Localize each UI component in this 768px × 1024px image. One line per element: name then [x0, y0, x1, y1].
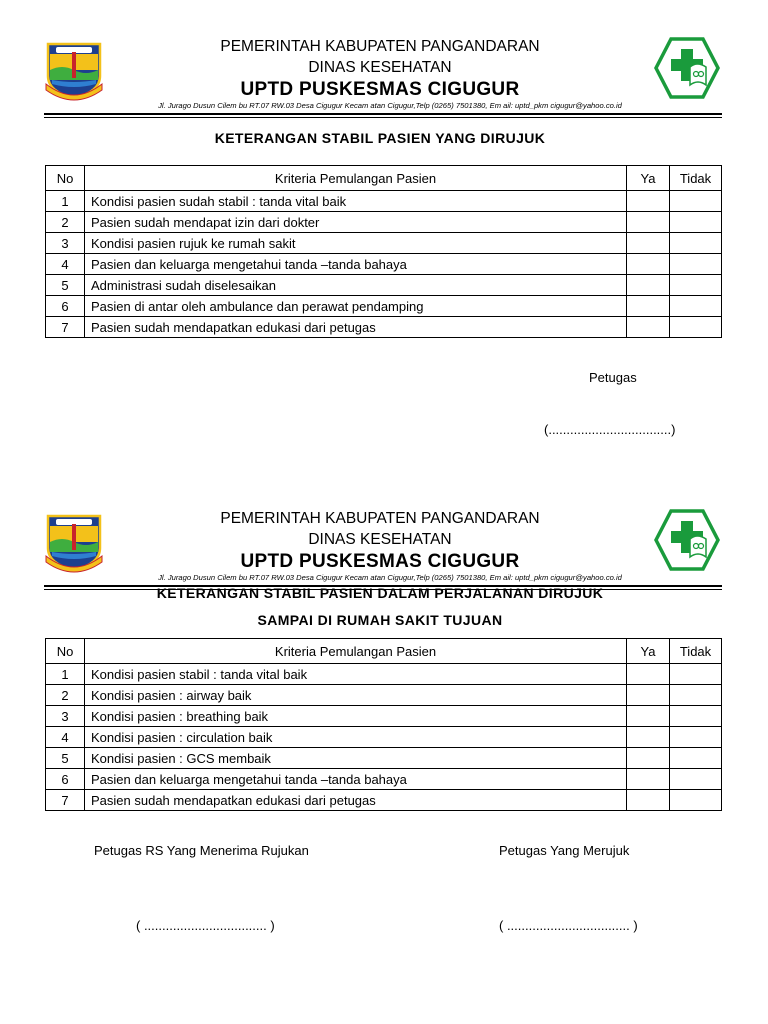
- table-row: [46, 706, 722, 727]
- row-number: 3: [46, 706, 85, 727]
- table-row: [46, 790, 722, 811]
- referrer-signer-label: Petugas Yang Merujuk: [499, 843, 630, 858]
- ya-checkbox-cell[interactable]: [627, 233, 670, 254]
- tidak-checkbox-cell[interactable]: [670, 664, 722, 685]
- table-row: [46, 233, 722, 254]
- row-criteria: Kondisi pasien sudah stabil : tanda vital baik: [85, 191, 627, 212]
- table-row: [46, 685, 722, 706]
- table-row: [46, 296, 722, 317]
- column-header-criteria: Kriteria Pemulangan Pasien: [85, 166, 627, 191]
- row-number: 4: [46, 727, 85, 748]
- letterhead-rule: [44, 113, 722, 115]
- row-criteria: Pasien dan keluarga mengetahui tanda –tanda bahaya: [85, 254, 627, 275]
- row-number: 5: [46, 275, 85, 296]
- referrer-signature-blank[interactable]: ( .................................. ): [499, 918, 638, 933]
- row-number: 6: [46, 769, 85, 790]
- tidak-checkbox-cell[interactable]: [670, 317, 722, 338]
- ya-checkbox-cell[interactable]: [627, 748, 670, 769]
- row-criteria: Pasien sudah mendapatkan edukasi dari petugas: [85, 317, 627, 338]
- table-row: [46, 275, 722, 296]
- row-number: 7: [46, 317, 85, 338]
- criteria-table: [45, 638, 722, 811]
- ya-checkbox-cell[interactable]: [627, 769, 670, 790]
- letterhead-government: PEMERINTAH KABUPATEN PANGANDARAN: [220, 38, 540, 55]
- document-title: KETERANGAN STABIL PASIEN YANG DIRUJUK: [214, 130, 546, 146]
- ya-checkbox-cell[interactable]: [627, 296, 670, 317]
- row-number: 7: [46, 790, 85, 811]
- letterhead: [0, 472, 768, 592]
- column-header-ya: Ya: [627, 166, 670, 191]
- tidak-checkbox-cell[interactable]: [670, 191, 722, 212]
- tidak-checkbox-cell[interactable]: [670, 685, 722, 706]
- column-header-criteria: Kriteria Pemulangan Pasien: [85, 639, 627, 664]
- row-number: 1: [46, 191, 85, 212]
- tidak-checkbox-cell[interactable]: [670, 233, 722, 254]
- table-row: [46, 317, 722, 338]
- column-header-no: No: [46, 166, 85, 191]
- table-header-row: [46, 639, 722, 664]
- table-header-row: [46, 166, 722, 191]
- letterhead-department: DINAS KESEHATAN: [308, 59, 452, 76]
- ya-checkbox-cell[interactable]: [627, 191, 670, 212]
- document-title: KETERANGAN STABIL PASIEN DALAM PERJALANAN DIRUJUK: [156, 585, 604, 601]
- column-header-tidak: Tidak: [670, 166, 722, 191]
- tidak-checkbox-cell[interactable]: [670, 275, 722, 296]
- signer-label: Petugas: [589, 370, 637, 385]
- table-row: [46, 727, 722, 748]
- row-criteria: Pasien dan keluarga mengetahui tanda –tanda bahaya: [85, 769, 627, 790]
- row-criteria: Pasien sudah mendapat izin dari dokter: [85, 212, 627, 233]
- row-number: 1: [46, 664, 85, 685]
- table-row: [46, 664, 722, 685]
- ya-checkbox-cell[interactable]: [627, 275, 670, 296]
- form-stabil-pasien-perjalanan: [0, 472, 768, 933]
- row-number: 5: [46, 748, 85, 769]
- row-number: 3: [46, 233, 85, 254]
- puskesmas-logo-icon: [654, 37, 720, 99]
- letterhead-department: DINAS KESEHATAN: [308, 531, 452, 548]
- row-number: 2: [46, 685, 85, 706]
- column-header-tidak: Tidak: [670, 639, 722, 664]
- table-row: [46, 212, 722, 233]
- row-number: 6: [46, 296, 85, 317]
- ya-checkbox-cell[interactable]: [627, 317, 670, 338]
- signature-blank[interactable]: (..................................): [544, 422, 676, 437]
- row-criteria: Kondisi pasien : breathing baik: [85, 706, 627, 727]
- row-number: 2: [46, 212, 85, 233]
- row-criteria: Pasien di antar oleh ambulance dan perawat pendamping: [85, 296, 627, 317]
- table-row: [46, 769, 722, 790]
- row-criteria: Kondisi pasien : circulation baik: [85, 727, 627, 748]
- letterhead-government: PEMERINTAH KABUPATEN PANGANDARAN: [220, 510, 540, 527]
- document-subtitle: SAMPAI DI RUMAH SAKIT TUJUAN: [257, 612, 503, 628]
- tidak-checkbox-cell[interactable]: [670, 254, 722, 275]
- form-stabil-pasien-dirujuk: [0, 0, 768, 437]
- row-criteria: Kondisi pasien stabil : tanda vital baik: [85, 664, 627, 685]
- table-row: [46, 748, 722, 769]
- table-row: [46, 191, 722, 212]
- row-criteria: Kondisi pasien rujuk ke rumah sakit: [85, 233, 627, 254]
- column-header-ya: Ya: [627, 639, 670, 664]
- letterhead-address: Jl. Jurago Dusun Cilem bu RT.07 RW.03 Desa Cigugur Kecam atan Cigugur,Telp (0265) 7501380, Em ail: uptd_pkm cigugur@yahoo.co.id: [158, 573, 622, 582]
- letterhead-address: Jl. Jurago Dusun Cilem bu RT.07 RW.03 Desa Cigugur Kecam atan Cigugur,Telp (0265) 7501380, Em ail: uptd_pkm cigugur@yahoo.co.id: [158, 101, 622, 110]
- criteria-table: [45, 165, 722, 338]
- ya-checkbox-cell[interactable]: [627, 212, 670, 233]
- column-header-no: No: [46, 639, 85, 664]
- puskesmas-logo-icon: [654, 509, 720, 571]
- table-row: [46, 254, 722, 275]
- tidak-checkbox-cell[interactable]: [670, 296, 722, 317]
- letterhead-institution: UPTD PUSKESMAS CIGUGUR: [240, 551, 520, 572]
- ya-checkbox-cell[interactable]: [627, 727, 670, 748]
- ya-checkbox-cell[interactable]: [627, 706, 670, 727]
- letterhead-rule-thin: [44, 117, 722, 118]
- row-criteria: Pasien sudah mendapatkan edukasi dari petugas: [85, 790, 627, 811]
- row-criteria: Administrasi sudah diselesaikan: [85, 275, 627, 296]
- row-number: 4: [46, 254, 85, 275]
- ya-checkbox-cell[interactable]: [627, 790, 670, 811]
- tidak-checkbox-cell[interactable]: [670, 748, 722, 769]
- row-criteria: Kondisi pasien : airway baik: [85, 685, 627, 706]
- letterhead: [0, 0, 768, 120]
- ya-checkbox-cell[interactable]: [627, 664, 670, 685]
- tidak-checkbox-cell[interactable]: [670, 769, 722, 790]
- kabupaten-crest-icon: [42, 512, 106, 574]
- ya-checkbox-cell[interactable]: [627, 254, 670, 275]
- tidak-checkbox-cell[interactable]: [670, 727, 722, 748]
- tidak-checkbox-cell[interactable]: [670, 706, 722, 727]
- receiver-signer-label: Petugas RS Yang Menerima Rujukan: [94, 843, 309, 858]
- receiver-signature-blank[interactable]: ( .................................. ): [136, 918, 275, 933]
- kabupaten-crest-icon: [42, 40, 106, 102]
- tidak-checkbox-cell[interactable]: [670, 212, 722, 233]
- letterhead-institution: UPTD PUSKESMAS CIGUGUR: [240, 79, 520, 100]
- ya-checkbox-cell[interactable]: [627, 685, 670, 706]
- tidak-checkbox-cell[interactable]: [670, 790, 722, 811]
- row-criteria: Kondisi pasien : GCS membaik: [85, 748, 627, 769]
